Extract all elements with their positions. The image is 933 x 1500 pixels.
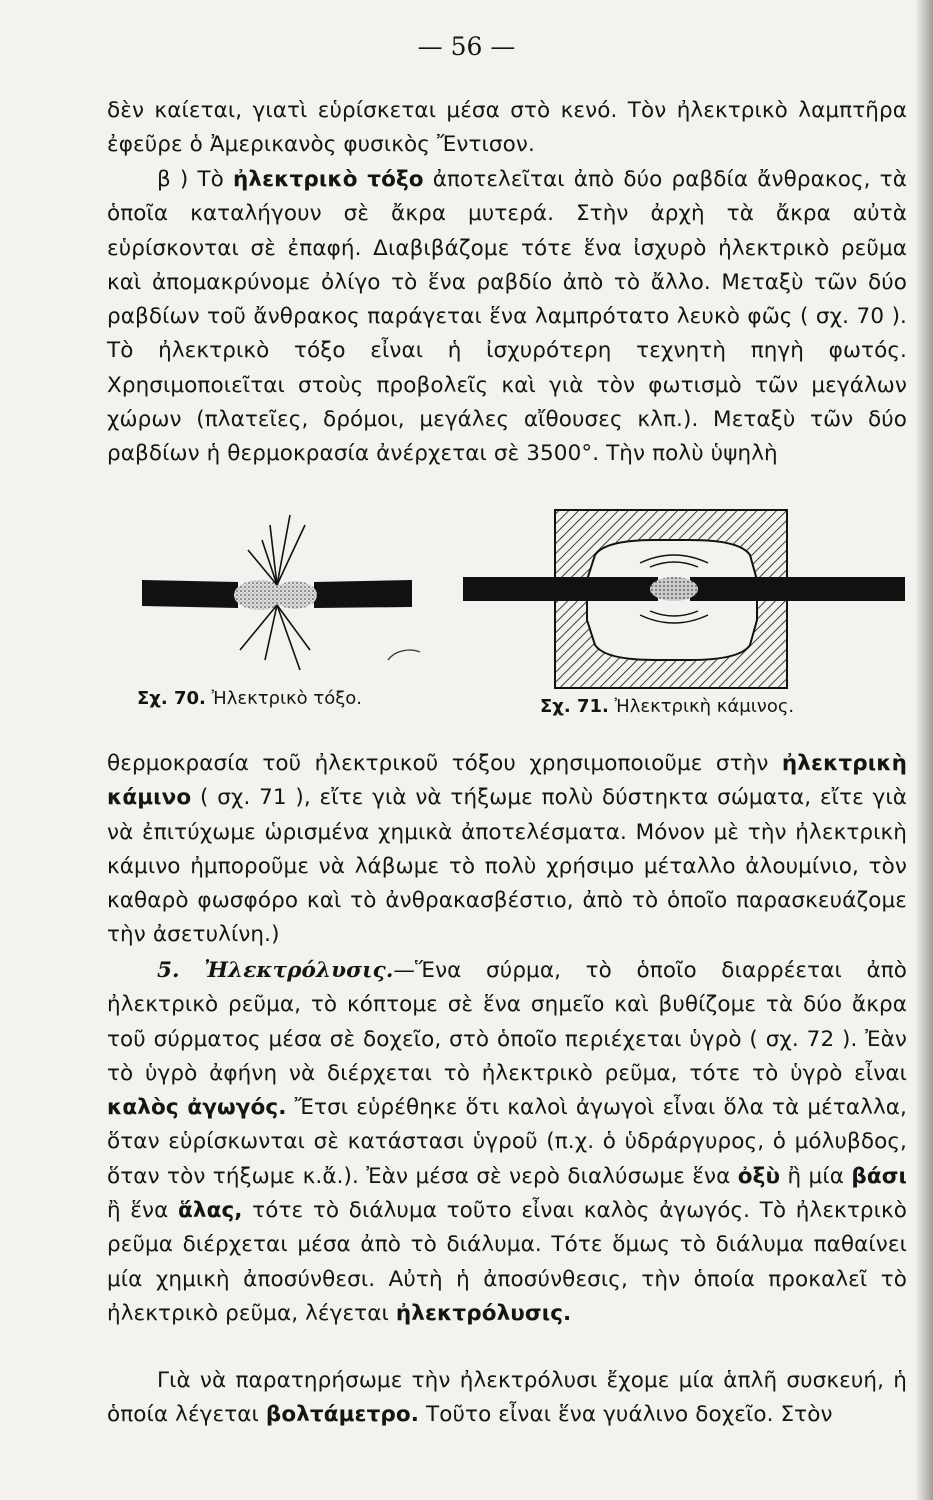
- term-voltameter: βολτάμετρο.: [265, 1402, 420, 1428]
- paragraph-3: [107, 747, 907, 953]
- term-electric-furnace: ἠλεκτρικὴ κάμινο: [107, 751, 908, 811]
- term-base: βάσι: [851, 1163, 908, 1189]
- figure-70-caption: [137, 688, 362, 709]
- page-number: — 56 —: [417, 32, 516, 61]
- section-body-b: Ἔτσι εὑρέθηκε ὅτι καλοὶ ἀγωγοὶ εἶναι ὅλα τὰ μέταλλα, ὅταν εὑρίσκωνται σὲ κατάστασι ὑγροῦ (π.χ. ὁ ὑδράργυρος, ὁ μόλυβδος, ὅταν τὸν τήξωμε κ.ἄ.). Ἐὰν μέσα σὲ νερὸ διαλύσωμε ἕνα: [107, 1095, 907, 1189]
- section-body-a: —Ἕνα σύρμα, τὸ ὁποῖο διαρρέεται ἀπὸ ἠλεκτρικὸ ρεῦμα, τὸ κόπτομε σὲ ἕνα σημεῖο καὶ βυθίζομε τὰ δύο ἄκρα τοῦ σύρματος μέσα σὲ δοχεῖο, στὸ ὁποῖο περιέχεται ὑγρὸ ( σχ. 72 ). Ἐὰν τὸ ὑγρὸ ἀφήνη νὰ διέρχεται τὸ ἠλεκτρικὸ ρεῦμα, τότε τὸ ὑγρὸ εἶναι: [107, 958, 908, 1086]
- paragraph-3-body: ( σχ. 71 ), εἴτε γιὰ νὰ τήξωμε πολὺ δύστηκτα σώματα, εἴτε γιὰ νὰ ἐπιτύχωμε ὡρισμένα χημικὰ ἀποτελέσματα. Μόνον μὲ τὴν ἠλεκτρικὴ κάμινο ἠμποροῦμε νὰ λάβωμε τὸ πολὺ χρήσιμο μέταλλο ἀλουμίνιο, τὸν καθαρὸ φωσφόρο καὶ τὸ ἀνθρακασβέστιο, ἀπὸ τὸ ὁποῖο παρασκευάζομε τὴν ἀσετυλίνη.): [107, 785, 908, 948]
- term-electrolysis: ἠλεκτρόλυσις.: [395, 1300, 572, 1326]
- term-salt: ἅλας,: [178, 1198, 243, 1224]
- figure-71-caption: [540, 696, 794, 717]
- paragraph-2-lead: β ) Τὸ: [157, 167, 224, 192]
- term-acid: ὀξὺ: [737, 1163, 781, 1189]
- section-title: Ἠλεκτρόλυσις.: [204, 958, 394, 983]
- paragraph-2: [107, 163, 907, 472]
- paragraph-5-body: Τοῦτο εἶναι ἕνα γυάλινο δοχεῖο. Στὸν: [426, 1402, 833, 1428]
- section-body-e: τότε τὸ διάλυμα τοῦτο εἶναι καλὸς ἀγωγός. Τὸ ἠλεκτρικὸ ρεῦμα διέρχεται μέσα ἀπὸ τὸ διάλυμα. Τότε ὅμως τὸ διάλυμα παθαίνει μία χημικὴ ἀποσύνθεσι. Αὐτὴ ἡ ἀποσύνθεσις, τὴν ὁποία προκαλεῖ τὸ ἠλεκτρικὸ ρεῦμα, λέγεται: [107, 1198, 908, 1326]
- term-good-conductor: καλὸς ἀγωγός.: [107, 1095, 287, 1121]
- paragraph-5: [107, 1364, 907, 1433]
- figure-71-number: Σχ. 71.: [540, 696, 609, 717]
- paragraph-5-lead: Γιὰ νὰ παρατηρήσωμε τὴν ἠλεκτρόλυσι ἔχομε μία ἁπλῆ συσκευή, ἡ ὁποία λέγεται: [107, 1368, 907, 1428]
- paragraph-2-body: ἀποτελεῖται ἀπὸ δύο ραβδία ἄνθρακος, τὰ ὁποῖα καταλήγουν σὲ ἄκρα μυτερά. Στὴν ἀρχὴ τὰ ἄκρα αὐτὰ εὑρίσκονται σὲ ἐπαφή. Διαβιβάζομε τότε ἕνα ἰσχυρὸ ἠλεκτρικὸ ρεῦμα καὶ ἀπομακρύνομε ὀλίγο τὸ ἕνα ραβδίο ἀπὸ τὸ ἄλλο. Μεταξὺ τῶν δύο ραβδίων τοῦ ἄνθρακος παράγεται ἕνα λαμπρότατο λευκὸ φῶς ( σχ. 70 ). Τὸ ἠλεκτρικὸ τόξο εἶναι ἡ ἰσχυρότερη τεχνητὴ πηγὴ φωτός. Χρησιμοποιεῖται στοὺς προβολεῖς καὶ γιὰ τὸν φωτισμὸ τῶν μεγάλων χώρων (πλατεῖες, δρόμοι, μεγάλες αἴθουσες κλπ.). Μεταξὺ τῶν δύο ραβδίων ἡ θερμοκρασία ἀνέρχεται σὲ 3500°. Τὴν πολὺ ὑψηλὴ: [107, 167, 907, 467]
- right-rod-tip: [273, 581, 317, 609]
- section-body-d: ἢ ἕνα: [107, 1198, 169, 1224]
- page-edge-shadow: [915, 0, 933, 1500]
- section-number: 5.: [157, 958, 180, 983]
- figure-70-electric-arc: [140, 510, 425, 680]
- furnace-arc: [650, 577, 698, 601]
- figure-70-number: Σχ. 70.: [137, 688, 206, 709]
- figure-71-electric-furnace: [455, 505, 910, 690]
- left-carbon-rod: [142, 580, 238, 608]
- figure-70-title: Ἠλεκτρικὸ τόξο.: [211, 688, 363, 709]
- furnace-right-electrode: [690, 577, 905, 601]
- right-carbon-rod: [314, 580, 412, 608]
- section-electrolysis: [107, 954, 907, 1331]
- term-electric-arc: ἠλεκτρικὸ τόξο: [232, 167, 424, 192]
- figure-71-title: Ἠλεκτρικὴ κάμινος.: [614, 696, 795, 717]
- paragraph-1: δὲν καίεται, γιατὶ εὑρίσκεται μέσα στὸ κενό. Τὸν ἠλεκτρικὸ λαμπτῆρα ἐφεῦρε ὁ Ἀμερικανὸς φυσικὸς Ἔντισον.: [107, 98, 907, 158]
- section-body-c: ἢ μία: [787, 1163, 844, 1189]
- paragraph-3-lead: θερμοκρασία τοῦ ἠλεκτρικοῦ τόξου χρησιμοποιοῦμε στὴν: [107, 751, 769, 776]
- furnace-left-electrode: [463, 577, 658, 601]
